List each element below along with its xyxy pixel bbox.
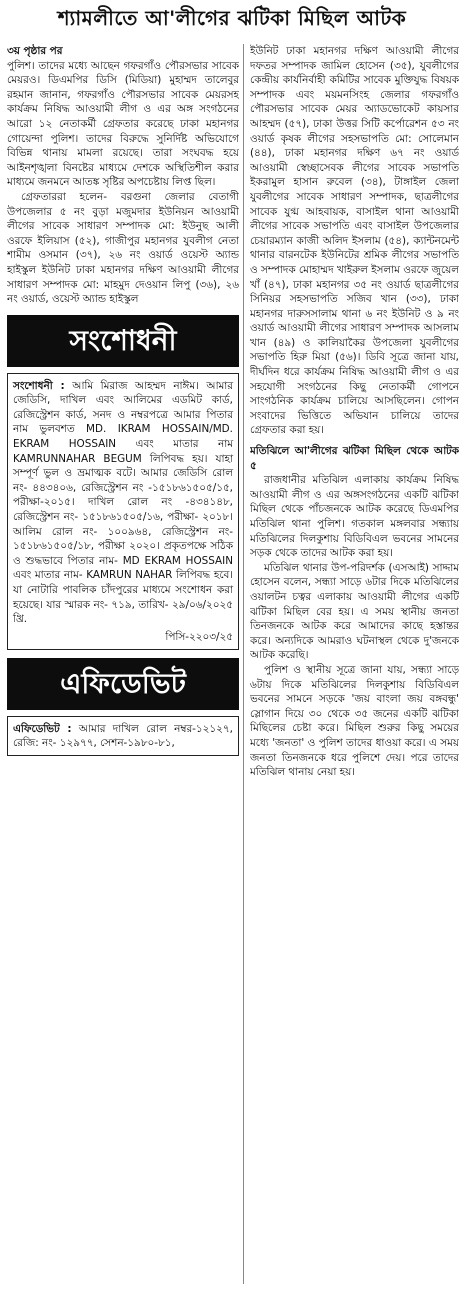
affidavit-body: আমার দাখিল রোল নম্বর-১২১২৭, রেজি: নং- ১২৯৭৭, সেশন-১৯৮০-৮১, xyxy=(13,722,233,750)
article-paragraph: পুলিশ ও স্থানীয় সূত্রে জানা যায়, সন্ধ্যা সাড়ে ৬টায় দিকে মতিঝিলের দিলকুশায় বিডিবিএল ভবনের সামনে সড়কে 'জয় বাংলা জয় বঙ্গবন্ধু' স্লোগান দিয়ে ৩০ থেকে ৩৫ জনের একটি ঝটিকা মিছিলের চেষ্টা করে। মিছিল শুরুর কিছু সময়ের মধ্যে 'জনতা' ও পুলিশ তাদের ধাওয়া করে। এ সময় জনতা তিনজনকে ধরে পুলিশে দেয়। পরে তাদের মতিঝিল থানায় নেয়া হয়। xyxy=(250,663,459,779)
article-paragraph: পুলিশ। তাদের মধ্যে আছেন গফরগাঁও পৌরসভার সাবেক মেয়রও। ডিএমপির ডিসি (মিডিয়া) মুহাম্মদ তালেবুর রহমান জানান, গফরগাঁও পৌরসভার সাবেক মেয়রসহ কার্যক্রম নিষিদ্ধ আওয়ামী লীগ ও এর অঙ্গ সংগঠনের আরো ১২ নেতাকর্মী গ্রেফতার করেছে ঢাকা মহানগর গোয়েন্দা পুলিশ। তাদের বিরুদ্ধে সুনির্দিষ্ট অভিযোগে বিভিন্ন থানায় মামলা রয়েছে। তারা সংঘবদ্ধ হয়ে আইনশৃঙ্খলা বিনষ্টের মাধ্যমে দেশকে অস্থিতিশীল করার মাধ্যমে জনমনে আতঙ্ক সৃষ্টির অপচেষ্টায় লিপ্ত ছিল। xyxy=(7,59,239,189)
correction-notice-text xyxy=(13,379,233,627)
sub-headline: মতিঝিলে আ'লীগের ঝটিকা মিছিল থেকে আটক ৫ xyxy=(250,445,459,472)
headline: শ্যামলীতে আ'লীগের ঝটিকা মিছিল আটক xyxy=(57,6,407,30)
continued-from-label: ৩য় পৃষ্ঠার পর xyxy=(7,45,63,57)
article-paragraph: গ্রেফতাররা হলেন- বরগুনা জেলার বেতাগী উপজেলার ৫ নং বুড়া মজুমদার ইউনিয়ন আওয়ামী লীগের সাবেক সাধারণ সম্পাদক মো: ইউনুছ আলী ওরফে ইলিয়াস (৫২), গাজীপুর মহানগর যুবলীগ নেতা শামীম ওসমান (৩৭), ২৬ নং ওয়ার্ড ওয়েস্ট অ্যান্ড হাইস্কুল ইউনিট ঢাকা মহানগর দক্ষিণ আওয়ামী লীগের সাধারণ সম্পাদক মো: মাহমুদ দেওয়ান লিপু (৩৬), ২৬ নং ওয়ার্ড, ওয়েস্ট অ্যান্ড হাইস্কুল xyxy=(7,190,239,306)
affidavit-label: এফিডেভিট : xyxy=(13,722,72,735)
column-divider xyxy=(243,44,244,1284)
notice-reference-code: পিসি-২২০৩/২৫ xyxy=(165,630,233,643)
affidavit-box xyxy=(7,716,239,756)
article-paragraph: ইউনিট ঢাকা মহানগর দক্ষিণ আওয়ামী লীগের দফতর সম্পাদক জামিল হোসেন (৩৫), যুবলীগের কেন্দ্রীয় কার্যনির্বাহী কমিটির সাবেক মুক্তিযুদ্ধ বিষয়ক সম্পাদক এবং ময়মনসিংহ জেলার গফরগাঁও পৌরসভার সাবেক মেয়র অ্যাডভোকেট কায়সার আহম্মদ (৫৭), ঢাকা উত্তর সিটি কর্পোরেশন ৫৩ নং ওয়ার্ড কৃষক লীগের সহসভাপতি মো: সোলেমান (৪৪), ঢাকা মহানগর দক্ষিণ ৬৭ নং ওয়ার্ড আওয়ামী স্বেচ্ছাসেবক লীগের সাবেক সভাপতি ইকরামুল হাসান রুবেল (৩৪), টাঙ্গাইল জেলা যুবলীগের সাবেক সাধারণ সম্পাদক, ছাত্রলীগের সাবেক যুগ্ম আহবায়ক, বাসাইল থানা আওয়ামী লীগের সাবেক সভাপতি এবং বাসাইল উপজেলার চেয়ারম্যান কাজী অলিদ ইসলাম (৫৪), ক্যান্টনমেন্ট থানার বারনটেক ইউনিটের শ্রমিক লীগের সভাপতি ও সম্পাদক মোহাম্মদ খাইরুল ইসলাম ওরফে জুয়েল খাঁ (৪৭), ঢাকা মহানগর ৩৫ নং ওয়ার্ড ছাত্রলীগের সিনিয়র সহসভাপতি সজিব খান (৩৩), ঢাকা মহানগর দারুসসালাম থানা ৬ নং ইউনিট ও ৯ নং ওয়ার্ড আওয়ামী লীগের সাধারণ সম্পাদক আসলাম খান (৪৯) ও কালিয়াকৈর উপজেলা যুবলীগের সভাপতি হিরু মিয়া (৫৬)। ডিবি সূত্রে জানা যায়, দীর্ঘদিন ধরে কার্যক্রম নিষিদ্ধ আওয়ামী লীগ ও এর সহযোগী সংগঠনের কিছু নেতাকর্মী গোপনে সাংগঠনিক কার্যক্রম চালিয়ে আসছিলেন। গোপন সংবাদের ভিত্তিতে অভিযান চালিয়ে তাদের গ্রেফতার করা হয়। xyxy=(250,45,459,437)
article-paragraph: মতিঝিল থানার উপ-পরিদর্শক (এসআই) সাদ্দাম হোসেন বলেন, সন্ধ্যা সাড়ে ৬টার দিকে মতিঝিলের ওয়ালটন চত্বর এলাকায় আওয়ামী লীগের একটি ঝটিকা মিছিল বের হয়। এ সময় স্থানীয় জনতা তিনজনকে আটক করে আমাদের কাছে হস্তান্তর করে। অন্যদিকে আমরাও ঘটনাস্থল থেকে দু'জনকে আটক করেছি। xyxy=(250,561,459,662)
affidavit-heading: এফিডেভিট xyxy=(7,658,239,710)
correction-notice-box xyxy=(7,373,239,650)
right-column xyxy=(250,44,459,780)
article-paragraph: রাজধানীর মতিঝিল এলাকায় কার্যক্রম নিষিদ্ধ আওয়ামী লীগ ও এর অঙ্গসংগঠনের একটি ঝটিকা মিছিল থেকে পাঁচজনকে আটক করেছে ডিএমপির মতিঝিল থানা পুলিশ। গতকাল মঙ্গলবার সন্ধ্যায় মতিঝিলের দিলকুশায় বিডিবিএল ভবনের সামনের সড়ক থেকে তাদের আটক করা হয়। xyxy=(250,474,459,560)
correction-notice-heading: সংশোধনী xyxy=(7,315,239,367)
affidavit-text xyxy=(13,722,233,751)
correction-notice-body: আমি মিরাজ আহম্মদ নাঈম। আমার জেডিসি, দাখিল এবং আলিমের এডমিট কার্ড, রেজিস্ট্রেশন কার্ড, সনদ ও নম্বরপত্রে আমার পিতার নাম ভুলবশত MD. IKRAM HOSSAIN/MD. EKRAM HOSSAIN এবং মাতার নাম KAMRUNNAHAR BEGUM লিপিবদ্ধ হয়। যাহা সম্পূর্ণ ভুল ও ভ্রমাত্মক বটে। আমার জেডিসি রোল নং- ৪৪৩৪০৬, রেজিস্ট্রেশন নং -১৫১৮৬১৫০৫/১৫, পরীক্ষা-২০১৫। দাখিল রোল নং -৪৩৪১৪৮, রেজিস্ট্রেশন নং- ১৫১৮৬১৫০৫/১৬, পরীক্ষা- ২০১৮। আলিম রোল নং- ১০০৯৬৪, রেজিস্ট্রেশন নং- ১৫১৮৬১৫০৫/১৮, পরীক্ষা ২০২০। প্রকৃতপক্ষে সঠিক ও শুদ্ধভাবে পিতার নাম- MD EKRAM HOSSAIN এবং মাতার নাম- KAMRUN NAHAR লিপিবদ্ধ হবে। যা নোটারি পাবলিক চাঁদপুরের মাধ্যমে সংশোধন করা হয়েছে। যার স্মারক নং- ৭১৯, তারিখ- ২৯/০৬/২০২৫ খ্রি. xyxy=(13,379,233,626)
correction-notice-label: সংশোধনী : xyxy=(13,379,65,392)
left-column xyxy=(7,44,239,756)
